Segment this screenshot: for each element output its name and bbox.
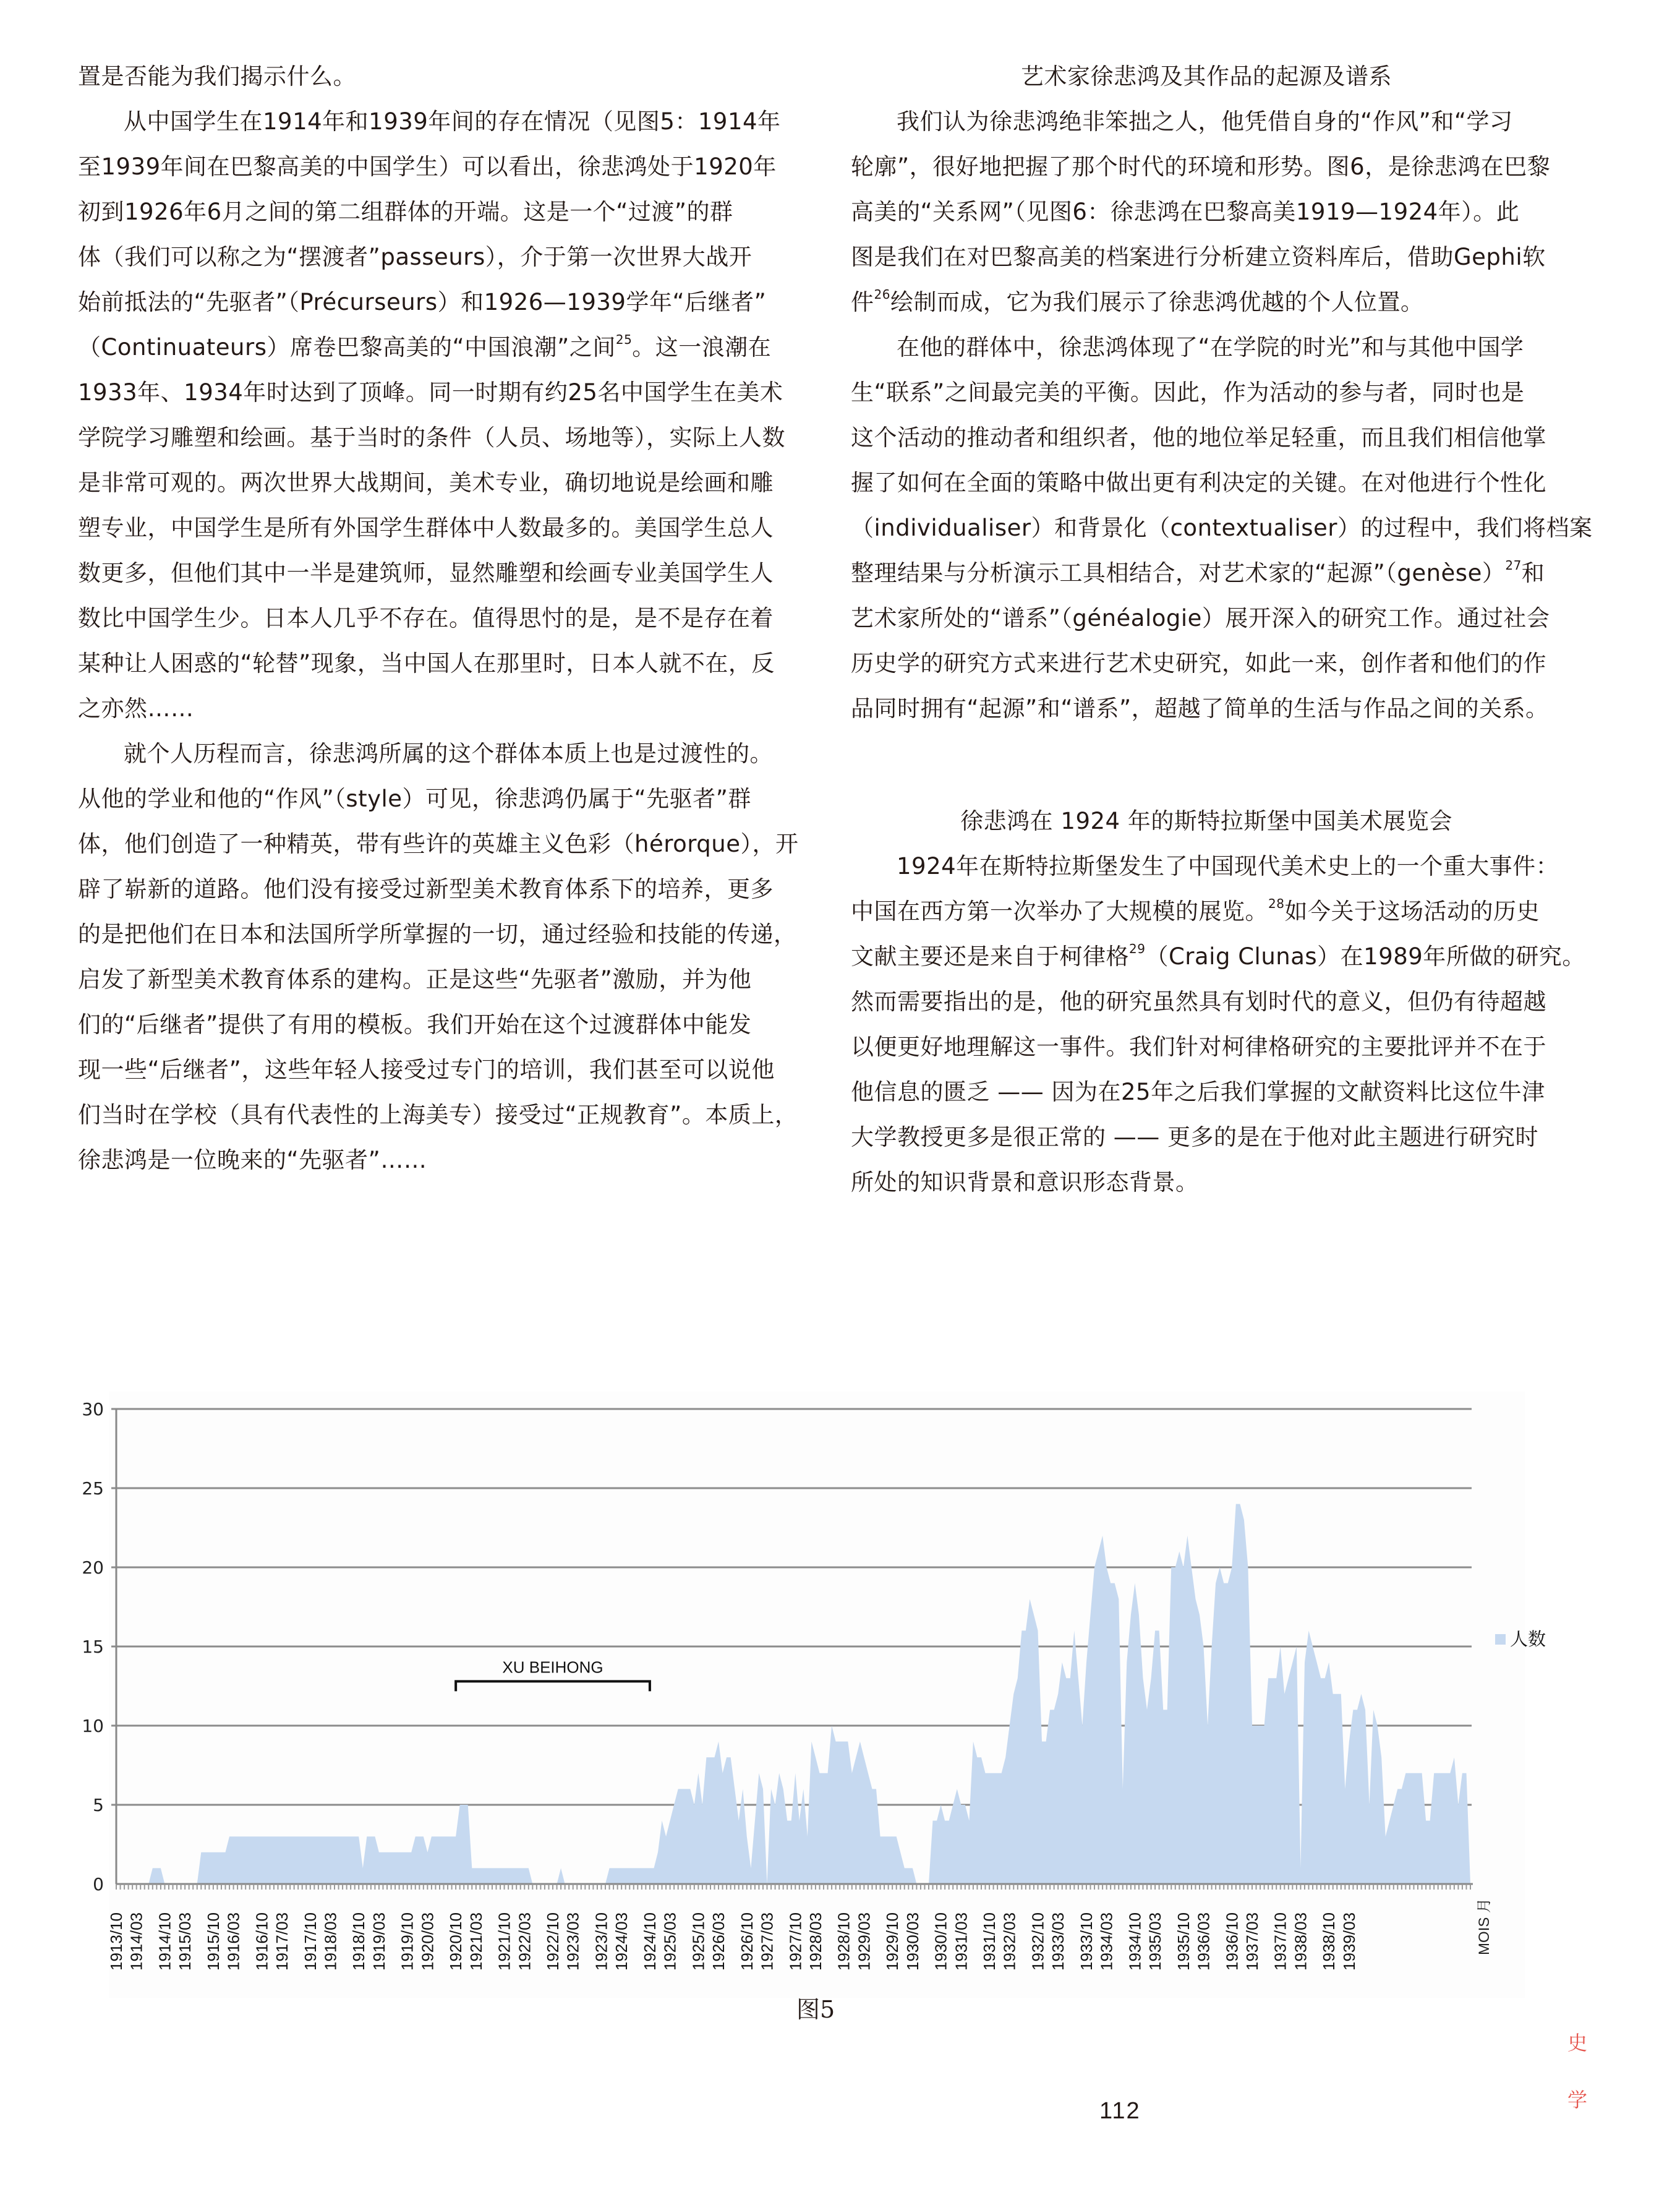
- x-tick-label: 1913/10: [107, 1912, 126, 1971]
- paragraph-line: 高美的“关系网”（见图6：徐悲鸿在巴黎高美1919—1924年）。此: [851, 199, 1520, 225]
- paragraph-line: 握了如何在全面的策略中做出更有利决定的关键。在对他进行个性化: [851, 469, 1546, 496]
- paragraph-line: 这个活动的推动者和组织者，他的地位举足轻重，而且我们相信他掌: [851, 424, 1546, 451]
- side-mark: 史: [1567, 2031, 1588, 2055]
- x-tick-label: 1938/03: [1291, 1912, 1310, 1971]
- x-tick-label: 1915/03: [176, 1912, 195, 1971]
- paragraph-line: 所处的知识背景和意识形态背景。: [851, 1169, 1199, 1196]
- line-text: 绘制而成，它为我们展示了徐悲鸿优越的个人位置。: [890, 289, 1424, 315]
- paragraph-line: 从他的学业和他的“作风”（style）可见，徐悲鸿仍属于“先驱者”群: [78, 786, 751, 812]
- y-axis-ticks: [82, 1399, 104, 1894]
- y-tick-label: 30: [82, 1399, 104, 1419]
- section-heading: 徐悲鸿在 1924 年的斯特拉斯堡中国美术展览会: [960, 808, 1452, 834]
- x-tick-label: 1934/10: [1125, 1912, 1145, 1971]
- section-heading: 艺术家徐悲鸿及其作品的起源及谱系: [1021, 63, 1392, 90]
- paragraph-line: 们当时在学校（具有代表性的上海美专）接受过“正规教育”。本质上，: [78, 1102, 798, 1128]
- x-tick-label: 1924/03: [612, 1912, 631, 1971]
- figure-5-chart: [62, 1379, 1680, 1998]
- x-tick-label: 1928/03: [806, 1912, 825, 1971]
- x-tick-label: 1932/10: [1028, 1912, 1047, 1971]
- x-tick-label: 1915/10: [203, 1912, 223, 1971]
- paragraph-line: 置是否能为我们揭示什么。: [78, 63, 356, 90]
- line-text: 文献主要还是来自于柯律格: [851, 943, 1129, 970]
- y-tick-label: 5: [93, 1795, 104, 1815]
- x-tick-label: 1916/10: [252, 1912, 271, 1971]
- legend-label: 人数: [1510, 1629, 1546, 1650]
- paragraph-line: 以便更好地理解这一事件。我们针对柯律格研究的主要批评并不在于: [851, 1034, 1546, 1060]
- x-tick-label: 1935/10: [1174, 1912, 1193, 1971]
- y-tick-label: 10: [82, 1716, 104, 1736]
- paragraph-line: 大学教授更多是很正常的 —— 更多的是在于他对此主题进行研究时: [851, 1124, 1539, 1150]
- x-tick-label: 1922/10: [544, 1912, 563, 1971]
- x-tick-label: 1931/10: [980, 1912, 999, 1971]
- x-tick-label: 1923/10: [592, 1912, 611, 1971]
- x-tick-label: 1921/10: [495, 1912, 514, 1971]
- x-tick-label: 1936/10: [1222, 1912, 1242, 1971]
- x-tick-label: 1933/10: [1077, 1912, 1096, 1971]
- x-tick-label: 1933/03: [1049, 1912, 1068, 1971]
- paragraph-line: 体（我们可以称之为“摆渡者”passeurs），介于第一次世界大战开: [78, 244, 753, 270]
- x-tick-label: 1939/03: [1339, 1912, 1358, 1971]
- x-tick-label: 1925/10: [689, 1912, 708, 1971]
- x-tick-label: 1920/03: [418, 1912, 437, 1971]
- x-tick-label: 1917/03: [273, 1912, 292, 1971]
- paragraph-line: 轮廓”，很好地把握了那个时代的环境和形势。图6，是徐悲鸿在巴黎: [851, 153, 1551, 180]
- x-tick-label: 1926/03: [709, 1912, 728, 1971]
- footnote-ref[interactable]: 29: [1129, 941, 1146, 956]
- paragraph-line: [851, 940, 1585, 974]
- x-tick-label: 1938/10: [1320, 1912, 1339, 1971]
- y-tick-label: 25: [82, 1478, 104, 1499]
- x-tick-label: 1929/10: [883, 1912, 902, 1971]
- paragraph-line: 他信息的匮乏 —— 因为在25年之后我们掌握的文献资料比这位牛津: [851, 1079, 1545, 1105]
- line-text: 整理结果与分析演示工具相结合，对艺术家的“起源”（genèse）: [851, 560, 1506, 586]
- paragraph-line: （individualiser）和背景化（contextualiser）的过程中，我们将档案: [851, 515, 1593, 541]
- paragraph-line: 是非常可观的。两次世界大战期间，美术专业，确切地说是绘画和雕: [78, 469, 774, 496]
- paragraph-line: 品同时拥有“起源”和“谱系”，超越了简单的生活与作品之间的关系。: [851, 695, 1549, 722]
- paragraph-line: 初到1926年6月之间的第二组群体的开端。这是一个“过渡”的群: [78, 199, 733, 225]
- footnote-ref[interactable]: 28: [1268, 896, 1285, 911]
- paragraph-line: [851, 285, 1562, 320]
- footnote-ref[interactable]: 27: [1505, 558, 1522, 573]
- paragraph-line: 始前抵法的“先驱者”（Précurseurs）和1926—1939学年“后继者”: [78, 289, 767, 315]
- x-tick-label: 1929/03: [855, 1912, 874, 1971]
- x-tick-label: 1918/03: [321, 1912, 340, 1971]
- x-tick-label: 1930/10: [931, 1912, 950, 1971]
- x-tick-label: 1921/03: [466, 1912, 485, 1971]
- paragraph-line: 现一些“后继者”，这些年轻人接受过专门的培训，我们甚至可以说他: [78, 1056, 775, 1083]
- y-tick-label: 15: [82, 1637, 104, 1657]
- paragraph-line: 数比中国学生少。日本人几乎不存在。值得思忖的是，是不是存在着: [78, 605, 774, 631]
- line-text: 中国在西方第一次举办了大规模的展览。: [851, 898, 1268, 925]
- legend-swatch: [1495, 1634, 1506, 1645]
- footnote-ref[interactable]: 26: [874, 287, 890, 302]
- page-number: 112: [1099, 2098, 1141, 2124]
- x-tick-label: 1932/03: [1000, 1912, 1019, 1971]
- x-tick-label: 1937/10: [1271, 1912, 1290, 1971]
- x-tick-label: 1914/10: [155, 1912, 174, 1971]
- paragraph-line: 在他的群体中，徐悲鸿体现了“在学院的时光”和与其他中国学: [897, 334, 1524, 361]
- paragraph-line: 数更多，但他们其中一半是建筑师，显然雕塑和绘画专业美国学生人: [78, 560, 774, 586]
- paragraph-line: 1924年在斯特拉斯堡发生了中国现代美术史上的一个重大事件：: [897, 853, 1559, 880]
- line-text: 如今关于这场活动的历史: [1284, 898, 1540, 925]
- paragraph-line: 图是我们在对巴黎高美的档案进行分析建立资料库后，借助Gephi软: [851, 244, 1546, 270]
- paragraph-line: 历史学的研究方式来进行艺术史研究，如此一来，创作者和他们的作: [851, 650, 1546, 677]
- paragraph-line: 之亦然……: [78, 695, 194, 722]
- paragraph-line: 启发了新型美术教育体系的建构。正是这些“先驱者”激励，并为他: [78, 966, 752, 993]
- paragraph-line: 生“联系”之间最完美的平衡。因此，作为活动的参与者，同时也是: [851, 379, 1525, 406]
- paragraph-line: 至1939年间在巴黎高美的中国学生）可以看出，徐悲鸿处于1920年: [78, 153, 777, 180]
- x-tick-label: 1931/03: [952, 1912, 971, 1971]
- y-tick-label: 20: [82, 1557, 104, 1578]
- paragraph-line: 从中国学生在1914年和1939年间的存在情况（见图5：1914年: [124, 108, 781, 135]
- x-tick-label: 1920/10: [446, 1912, 466, 1971]
- paragraph-line: 1933年、1934年时达到了顶峰。同一时期有约25名中国学生在美术: [78, 379, 783, 406]
- chart-svg: [62, 1379, 1680, 1998]
- x-tick-label: 1919/10: [398, 1912, 417, 1971]
- x-tick-label: 1917/10: [301, 1912, 320, 1971]
- x-tick-label: 1926/10: [737, 1912, 756, 1971]
- paragraph-line: [851, 556, 1562, 591]
- x-tick-label: 1919/03: [369, 1912, 388, 1971]
- line-text: 和: [1521, 560, 1545, 586]
- x-tick-label: 1928/10: [834, 1912, 853, 1971]
- paragraph-line: 辟了崭新的道路。他们没有接受过新型美术教育体系下的培养，更多: [78, 876, 774, 902]
- paragraph-line: [78, 330, 789, 365]
- paragraph-line: 就个人历程而言，徐悲鸿所属的这个群体本质上也是过渡性的。: [124, 740, 773, 767]
- paragraph-line: [851, 894, 1562, 929]
- paragraph-line: 体，他们创造了一种精英，带有些许的英雄主义色彩（hérorque），开: [78, 831, 799, 857]
- paragraph-line: 然而需要指出的是，他的研究虽然具有划时代的意义，但仍有待超越: [851, 988, 1546, 1015]
- x-tick-label: 1916/03: [224, 1912, 243, 1971]
- line-text: （Craig Clunas）在1989年所做的研究。: [1145, 943, 1585, 970]
- x-tick-label: 1923/03: [563, 1912, 582, 1971]
- paragraph-line: 艺术家所处的“谱系”（généalogie）展开深入的研究工作。通过社会: [851, 605, 1550, 631]
- y-tick-label: 0: [93, 1874, 104, 1894]
- paragraph-line: 徐悲鸿是一位晚来的“先驱者”……: [78, 1147, 427, 1173]
- x-tick-label: 1927/03: [757, 1912, 777, 1971]
- x-tick-label: 1937/03: [1242, 1912, 1261, 1971]
- line-text: （Continuateurs）席卷巴黎高美的“中国浪潮”之间: [78, 334, 616, 361]
- line-text: 。这一浪潮在: [632, 334, 772, 361]
- x-tick-label: 1934/03: [1097, 1912, 1116, 1971]
- x-tick-label: 1924/10: [640, 1912, 659, 1971]
- line-text: 件: [851, 289, 874, 315]
- paragraph-line: 某种让人困惑的“轮替”现象，当中国人在那里时，日本人就不在，反: [78, 650, 775, 677]
- x-tick-label: 1935/03: [1146, 1912, 1165, 1971]
- paragraph-line: 我们认为徐悲鸿绝非笨拙之人，他凭借自身的“作风”和“学习: [897, 108, 1513, 135]
- side-mark: 学: [1567, 2088, 1588, 2112]
- x-tick-label: 1930/03: [903, 1912, 922, 1971]
- x-tick-label: 1918/10: [349, 1912, 369, 1971]
- figure-caption: 图5: [796, 1996, 835, 2023]
- paragraph-line: 学院学习雕塑和绘画。基于当时的条件（人员、场地等），实际上人数: [78, 424, 785, 451]
- annotation-label: XU BEIHONG: [502, 1658, 603, 1677]
- x-axis-title: MOIS 月: [1476, 1898, 1493, 1955]
- x-tick-label: 1925/03: [660, 1912, 680, 1971]
- footnote-ref[interactable]: 25: [615, 332, 633, 347]
- x-tick-label: 1914/03: [127, 1912, 146, 1971]
- paragraph-line: 们的“后继者”提供了有用的模板。我们开始在这个过渡群体中能发: [78, 1011, 752, 1038]
- x-tick-label: 1936/03: [1194, 1912, 1213, 1971]
- paragraph-line: 塑专业，中国学生是所有外国学生群体中人数最多的。美国学生总人: [78, 515, 774, 541]
- paragraph-line: 的是把他们在日本和法国所学所掌握的一切，通过经验和技能的传递，: [78, 921, 797, 948]
- x-tick-label: 1922/03: [515, 1912, 534, 1971]
- x-tick-label: 1927/10: [786, 1912, 805, 1971]
